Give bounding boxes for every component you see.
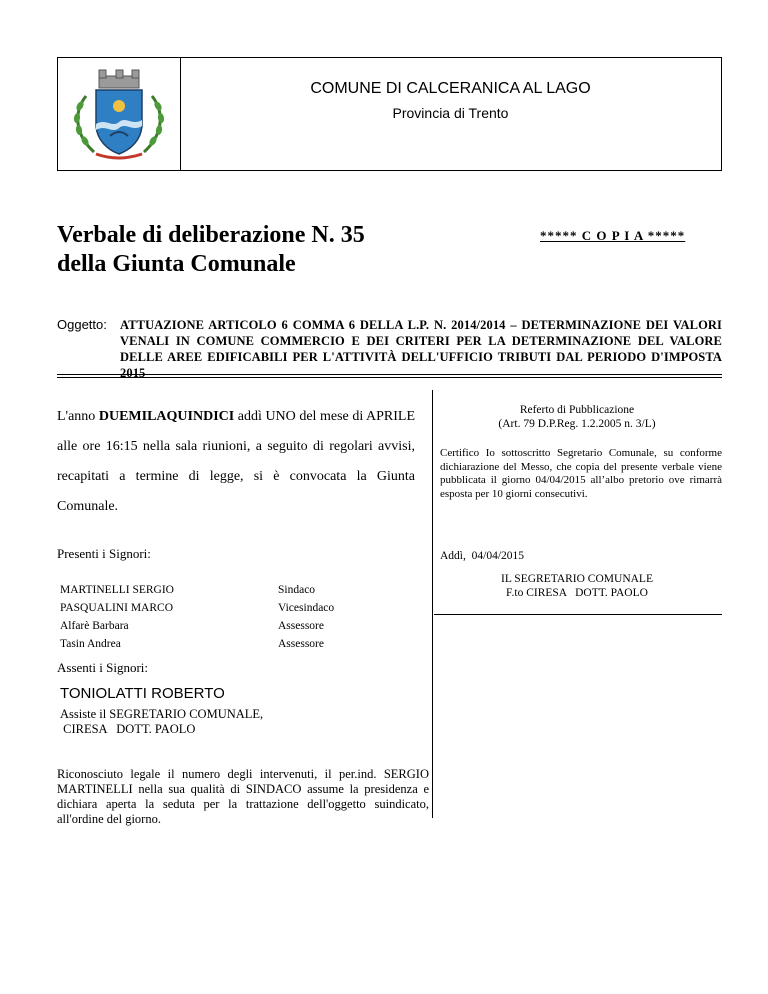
absent-label: Assenti i Signori: [57,660,149,675]
signatory-name: F.to CIRESA DOTT. PAOLO [506,587,648,599]
publication-title: Referto di Pubblicazione [519,404,635,416]
coat-of-arms-icon [66,66,172,164]
divider [57,374,722,375]
meeting-intro [57,402,415,522]
crest-cell [58,58,181,170]
member-name: Tasin Andrea [60,638,121,650]
subject-label: Oggetto: [57,317,107,332]
subject-text: ATTUAZIONE ARTICOLO 6 COMMA 6 DELLA L.P. N. 2014/2014 – DETERMINAZIONE DEI VALORI VENALI IN COMUNE COMMERCIO E DEI CRITERI PER LA DETERMINAZIONE DEL VALORE DELLE AREE EDIFICABILI PER L'ATTIVITÀ DELL'UFFICIO TRIBUTI DAL PERIODO D'IMPOSTA 2015 [120,318,722,380]
publication-reference: (Art. 79 D.P.Reg. 1.2.2005 n. 3/L) [498,418,656,430]
date-value: 04/04/2015 [471,550,525,562]
publication-body: Certifico Io sottoscritto Segretario Comunale, su conforme dichiarazione del Messo, che copia del presente verbale viene pubblicata il giorno 04/04/2015 all’albo pretorio ove rimarrà esposta per 10 giorni consecutivi. [440,447,722,500]
divider [434,614,722,615]
document-title [57,221,437,279]
member-role: Assessore [278,620,324,632]
divider [57,377,722,378]
intro-prefix: L'anno [57,409,99,424]
title-line-2: della Giunta Comunale [57,251,296,277]
column-divider [432,390,433,818]
absent-name: TONIOLATTI ROBERTO [60,685,225,702]
date-label: Addì, [440,550,466,562]
header-box [57,57,722,171]
present-label: Presenti i Signori: [57,546,151,561]
secretary-line-2: CIRESA DOTT. PAOLO [60,722,196,736]
intro-year: DUEMILAQUINDICI [98,409,235,424]
province-name: Provincia di Trento [392,105,509,121]
member-role: Sindaco [278,584,316,596]
member-role: Assessore [278,638,324,650]
title-line-1: Verbale di deliberazione N. 35 [57,222,365,248]
member-role: Vicesindaco [278,602,335,614]
member-name: Alfarè Barbara [60,620,129,632]
copy-mark: ***** C O P I A ***** [540,228,686,243]
signatory-block [432,572,722,600]
secretary-assist [60,707,263,737]
publication-date [440,550,524,562]
signatory-title: IL SEGRETARIO COMUNALE [501,573,653,585]
closing-paragraph: Riconosciuto legale il numero degli intervenuti, il per.ind. SERGIO MARTINELLI nella sua qualità di SINDACO assume la presidenza e dichiara aperta la seduta per la trattazione dell'oggetto suindicato, all'ordine del giorno. [57,767,429,826]
member-name: PASQUALINI MARCO [60,602,173,614]
municipality-name: COMUNE DI CALCERANICA AL LAGO [310,80,591,97]
publication-header [432,403,722,431]
secretary-line-1: Assiste il SEGRETARIO COMUNALE, [60,707,264,721]
member-name: MARTINELLI SERGIO [60,584,174,596]
intro-text: addì UNO del mese di APRILE alle ore 16:15 nella sala riunioni, a seguito di regolari avvisi, recapitati a termine di legge, si è convocata la Giunta Comunale. [57,409,416,514]
